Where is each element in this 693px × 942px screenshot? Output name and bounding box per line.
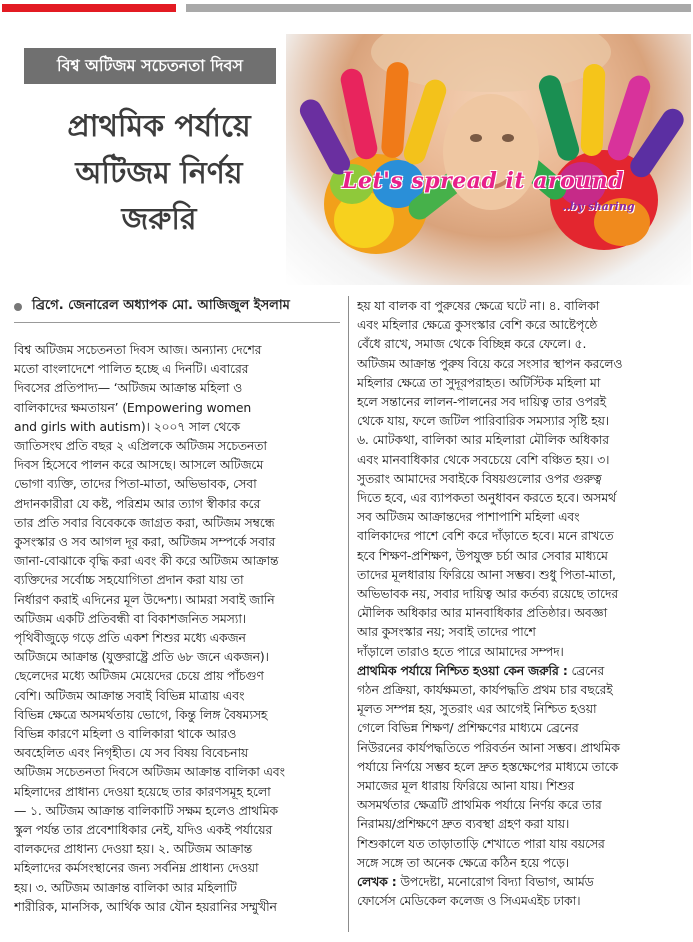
column-divider [348,296,349,932]
paragraph-line: বিভিন্ন কারণে মহিলা ও বালিকারা থাকে আরও [14,726,237,742]
paragraph-line: দাঁড়ালে তারাও হতে পারে আমাদের সম্পদ। [357,643,564,659]
paragraph-line: ৬. মোটকথা, বালিকা আর মহিলারা মৌলিক অধিকার [357,432,609,448]
paragraph-line: অটিজমে আক্রান্ত (যুক্তরাষ্ট্রে প্রতি ৬৮ জনে একজন)। [14,649,269,665]
headline-line-1: প্রাথমিক পর্যায়ে [67,109,251,144]
paragraph-line: অটিজম আক্রান্ত পুরুষ বিয়ে করে সংসার স্থাপন করলেও [357,355,623,371]
paragraph-line: প্রদানকারীরা যে কষ্ট, পরিশ্রম আর ত্যাগ স্বীকার করে [14,495,261,511]
paragraph-line: বালকদের প্রাধান্য দেওয়া হয়। ২. অটিজম আক্রান্ত [14,841,253,857]
paragraph-line: জানা-বোঝাকে বৃদ্ধি করা এবং কী করে অটিজম আক্রান্ত [14,553,279,569]
paragraph-line: পৃথিবীজুড়ে গড়ে প্রতি একশ শিশুর মধ্যে একজন [14,630,246,646]
author-affiliation: উপদেষ্টা, মনোরোগ বিদ্যা বিভাগ, আর্মড [396,874,594,890]
paragraph-line: নিরাময়/প্রশিক্ষণে দ্রুত ব্যবস্থা গ্রহণ করা যায়। [357,816,570,832]
subheading: প্রাথমিক পর্যায়ে নিশ্চিত হওয়া কেন জরুরি : [357,662,568,678]
byline-row [14,296,340,317]
paragraph-line: শিশুকালে যত তাড়াতাড়ি শেখাতে পারা যায় বয়সের [357,835,605,851]
paragraph-line: অটিজম সচেতনতা দিবসে অটিজম আক্রান্ত বালিকা এবং [14,764,285,780]
headline-line-3: জরুরি [121,202,197,237]
paragraph-line: ছেলেদের মধ্যে অটিজম মেয়েদের চেয়ে প্রায় পাঁচগুণ [14,668,264,684]
paragraph-line: নিউরনের কার্যপদ্ধতিতে পরিবর্তন আনা সম্ভব। প্রাথমিক [357,739,620,755]
subheading-line [357,661,691,680]
paragraph-line: কুসংস্কার ও সব আগল দূর করা, অটিজম সম্পর্কে সবার [14,534,276,550]
byline-divider [14,322,340,323]
paragraph-line: সব অটিজম আক্রান্তদের পাশাপাশি মহিলা এবং [357,509,580,525]
paragraph-line: ব্যক্তিদের সর্বোচ্চ সহযোগিতা প্রদান করা যায় তা [14,572,244,588]
headline [28,104,290,244]
paragraph-line: গেলে বিভিন্ন শিক্ষণ/ প্রশিক্ষণের মাধ্যমে ব্রেনের [357,720,579,736]
paragraph-line: অবহেলিত এবং নিগৃহীত। যে সব বিষয় বিবেচনায় [14,745,249,761]
left-column [14,340,342,916]
subheading-continuation: ব্রেনের [567,662,605,678]
bullet-dot-icon [14,303,22,311]
paragraph-line: মৌলিক অধিকার আর মানবাধিকার প্রতিষ্ঠার। অবজ্ঞা [357,605,607,621]
paragraph-line: and girls with autism)। ২০০৭ সাল থেকে [14,418,240,434]
paragraph-line: হয়। ৩. অটিজম আক্রান্ত বালিকা আর মহিলাটি [14,879,237,895]
paragraph-line: স্কুল পর্যন্ত তার প্রবেশাধিকার নেই, যদিও একই পর্যায়ের [14,822,273,838]
paragraph-line: থেকে যায়, ফলে জটিল পারিবারিক সমস্যার সৃষ্টি হয়। [357,413,610,429]
paragraph-line: তার প্রতি সবার বিবেককে জাগ্রত করা, অটিজম সম্বন্ধে [14,514,275,530]
top-rule-red [2,4,176,12]
paragraph-line: দিবসের প্রতিপাদ্য— ‘অটিজম আক্রান্ত মহিলা ও [14,380,243,396]
paragraph-line: নির্ধারণ করাই এদিনের মূল উদ্দেশ্য। আমরা সবাই জানি [14,591,275,607]
paragraph-line: গঠন প্রক্রিয়া, কার্যক্ষমতা, কার্যপদ্ধতি প্রথম চার বছরেই [357,682,613,698]
author-line-2: ফোর্সেস মেডিকেল কলেজ ও সিএমএইচ ঢাকা। [357,893,581,909]
paragraph-line: মূলত সম্পন্ন হয়, সুতরাং এর আগেই নিশ্চিত হওয়া [357,701,597,717]
paragraph-line: এবং মহিলার ক্ষেত্রে কুসংস্কার বেশি করে আষ্টেপৃষ্ঠে [357,317,598,333]
author-label: লেখক : [357,874,397,890]
paragraph-line: হয় যা বালক বা পুরুষের ক্ষেত্রে ঘটে না। ৪. বালিকা [357,298,600,313]
painted-hands-photo [286,34,691,285]
paragraph-line: হলে সন্তানের লালন-পালনের সব দায়িত্ব তার ওপরই [357,394,606,410]
paragraph-line: বালিকাদের পাশে বেশি করে দাঁড়াতে হবে। মনে রাখতে [357,528,614,544]
paragraph-line: বিভিন্ন ক্ষেত্রে অসমর্থতায় ভোগে, কিন্তু লিঙ্গ বৈষম্যসহ [14,706,268,722]
headline-line-2: অটিজম নির্ণয় [75,155,243,191]
paragraph-line: মহিলাদের প্রাধান্য দেওয়া হয়েছে তার কারণসমূহ হলো [14,783,271,799]
paragraph-line: দিবস হিসেবে পালন করে আসছে। আসলে অটিজমে [14,457,264,473]
paragraph-line: মতো বাংলাদেশে পালিত হচ্ছে এ দিনটি। এবারের [14,361,249,377]
photo-slogan: Let's spread it around [342,168,625,194]
photo-slogan-sub: ..by sharing [562,200,635,213]
paragraph-line: জাতিসংঘ প্রতি বছর ২ এপ্রিলকে অটিজম সচেতনতা [14,438,267,454]
paragraph-line: বেঁধে রাখে, সমাজ থেকে বিচ্ছিন্ন করে ফেলে। ৫. [357,336,587,352]
paragraph-line: — ১. অটিজম আক্রান্ত বালিকাটি সক্ষম হলেও প্রাথমিক [14,802,278,818]
paragraph-line: বালিকাদের ক্ষমতায়ন’ (Empowering women [14,399,252,415]
paragraph-line: এবং মানবাধিকার থেকে সবচেয়ে বেশি বঞ্চিত হয়। ৩। [357,451,610,467]
paragraph-line: হবে শিক্ষণ-প্রশিক্ষণ, উপযুক্ত চর্চা আর সেবার মাধ্যমে [357,547,608,563]
painted-hands-illustration [286,34,691,285]
paragraph-line: পর্যায়ে নির্ণয়ে সম্ভব হলে দ্রুত হস্তক্ষেপের মাধ্যমে তাকে [357,758,619,774]
paragraph-line: আর কুসংস্কার নয়; সবাই তাদের পাশে [357,624,536,640]
top-rule-gray [186,4,691,12]
paragraph-line: মহিলার ক্ষেত্রে তা সুদূরপরাহত। অটিস্টিক মহিলা মা [357,374,601,390]
paragraph-line: শারীরিক, মানসিক, আর্থিক আর যৌন হয়রানির সম্মুখীন [14,898,277,914]
paragraph-line: ভোগা ব্যক্তি, তাদের পিতা-মাতা, অভিভাবক, সেবা [14,476,257,492]
paragraph-line: সঙ্গে সঙ্গে তা অনেক ক্ষেত্রে কঠিন হয়ে পড়ে। [357,854,570,870]
paragraph-line: বেশি। অটিজম আক্রান্ত সবাই বিভিন্ন মাত্রায় এবং [14,687,245,703]
paragraph-line: সুতরাং আমাদের সবাইকে বিষয়গুলোর ওপর গুরুত্ব [357,470,602,486]
paragraph-line: অটিজম একটি প্রতিবন্ধী বা বিকাশজনিত সমস্যা। [14,610,247,626]
paragraph-line: সমাজের মূল ধারায় ফিরিয়ে আনা যায়। শিশুর [357,778,575,794]
paragraph-line: তাদের মূলধারায় ফিরিয়ে আনা সম্ভব। শুধু পিতা-মাতা, [357,566,616,582]
author-line [357,872,691,891]
paragraph-line: বিশ্ব অটিজম সচেতনতা দিবস আজ। অন্যান্য দেশের [14,342,262,357]
kicker-banner [24,48,276,84]
byline: ব্রিগে. জেনারেল অধ্যাপক মো. আজিজুল ইসলাম [32,298,290,313]
right-column [357,296,691,911]
paragraph-line: মহিলাদের কর্মসংস্থানের জন্য সর্বনিম্ন প্রাধান্য দেওয়া [14,860,259,876]
kicker-text: বিশ্ব অটিজম সচেতনতা দিবস [57,55,243,75]
paragraph-line: অসমর্থতার ক্ষেত্রটি প্রাথমিক পর্যায়ে নির্ণয় করে তার [357,797,602,813]
paragraph-line: দিতে হবে, এর ব্যাপকতা অনুধাবন করতে হবে। অসমর্থ [357,490,616,506]
paragraph-line: অভিভাবক নয়, সবার দায়িত্ব আর কর্তব্য রয়েছে তাদের [357,586,619,602]
